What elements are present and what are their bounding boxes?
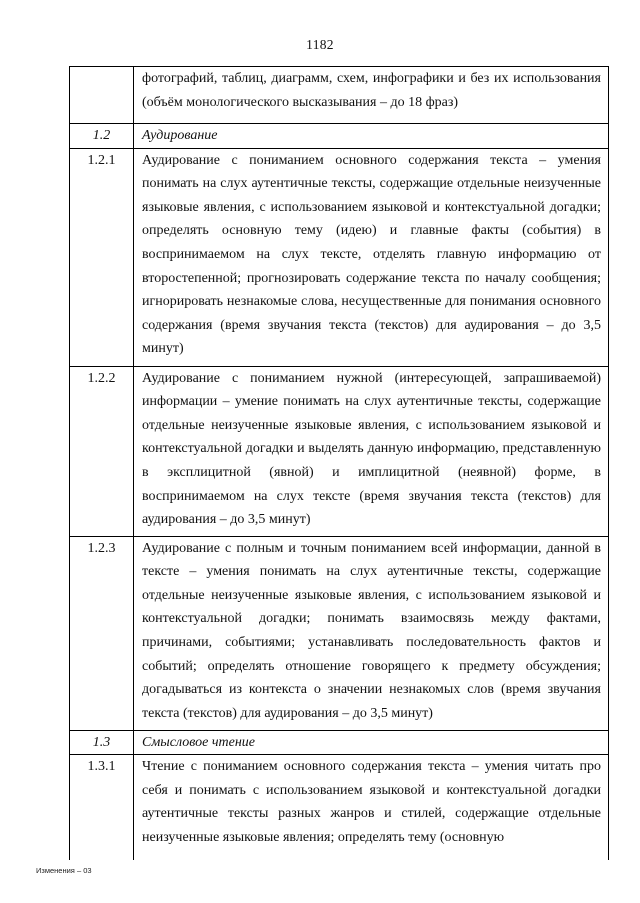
section-row-1-2 xyxy=(70,124,609,149)
table-row-continuation xyxy=(70,67,609,124)
table-row-1-2-3 xyxy=(70,536,609,730)
item-description: фотографий, таблиц, диаграмм, схем, инфографики и без их использования (объём монологического высказывания – до 18 фраз) xyxy=(134,67,609,124)
section-title: Смысловое чтение xyxy=(134,730,609,755)
item-number: 1.2.2 xyxy=(70,366,134,536)
item-description: Аудирование с пониманием основного содержания текста – умения понимать на слух аутентичные тексты, содержащие отдельные неизученные языковые явления, с использованием языковой и контекстуальной догадки; определять основную тему (идею) и главные факты (события) в воспринимаемом на слух тексте, отделять главную информацию от второстепенной; прогнозировать содержание текста по началу сообщения; игнорировать незнакомые слова, несущественные для понимания основного содержания (время звучания текста (текстов) для аудирования – до 3,5 минут) xyxy=(134,148,609,366)
table-row-1-3-1 xyxy=(70,755,609,860)
item-number: 1.2.1 xyxy=(70,148,134,366)
section-number: 1.3 xyxy=(70,730,134,755)
page-number: 1182 xyxy=(306,37,334,52)
item-number: 1.2.3 xyxy=(70,536,134,730)
item-number: 1.3.1 xyxy=(70,755,134,860)
item-number xyxy=(70,67,134,124)
revision-note: Изменения – 03 xyxy=(36,866,92,875)
item-description: Чтение с пониманием основного содержания текста – умения читать про себя и понимать с использованием языковой и контекстуальной догадки аутентичные тексты разных жанров и стилей, содержащие отдельные неизученные языковые явления; определять тему (основную xyxy=(134,755,609,860)
table-row-1-2-1 xyxy=(70,148,609,366)
requirements-table xyxy=(69,66,609,860)
item-description: Аудирование с полным и точным пониманием всей информации, данной в тексте – умения понимать на слух аутентичные тексты, содержащие отдельные неизученные языковые явления, с использованием языковой и контекстуальной догадки; понимать взаимосвязь между фактами, причинами, событиями; устанавливать последовательность фактов и событий; определять отношение говорящего к предмету обсуждения; догадываться из контекста о значении незнакомых слов (время звучания текста (текстов) для аудирования – до 3,5 минут) xyxy=(134,536,609,730)
section-number: 1.2 xyxy=(70,124,134,149)
table-row-1-2-2 xyxy=(70,366,609,536)
section-row-1-3 xyxy=(70,730,609,755)
section-title: Аудирование xyxy=(134,124,609,149)
item-description: Аудирование с пониманием нужной (интересующей, запрашиваемой) информации – умение понимать на слух аутентичные тексты, содержащие отдельные неизученные языковые явления, с использованием языковой и контекстуальной догадки и выделять данную информацию, представленную в эксплицитной (явной) и имплицитной (неявной) форме, в воспринимаемом на слух тексте (время звучания текста (текстов) для аудирования – до 3,5 минут) xyxy=(134,366,609,536)
